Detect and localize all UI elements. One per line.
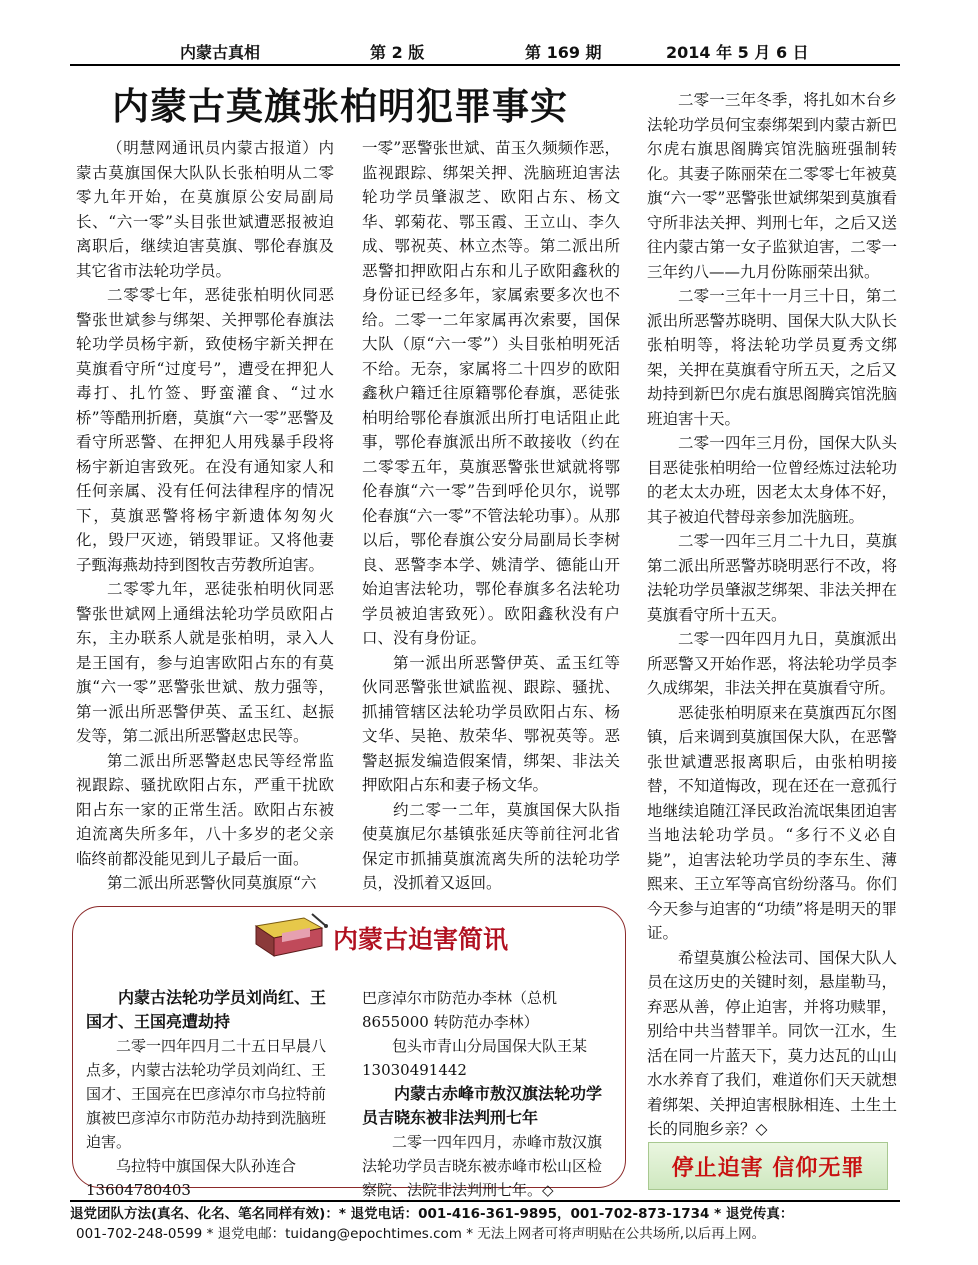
paragraph: 希望莫旗公检法司、国保大队人员在这历史的关键时刻，悬崖勒马，弃恶从善，停止迫害，并将功赎罪，别给中共当替罪羊。同饮一江水，生活在同一片蓝天下，莫力达瓦的山山水水养育了我们，难道你们天天就想着绑架、关押迫害根脉相连、土生土长的同胞乡亲？◇ [647, 948, 897, 1138]
paragraph: 一零”恶警张世斌、苗玉久频频作恶，监视跟踪、绑架关押、洗脑班迫害法轮功学员肇淑芝、欧阳占东、杨文华、郭菊花、鄂玉霞、王立山、李久成、鄂祝英、林立杰等。第二派出所恶警扣押欧阳占东和儿子欧阳鑫秋的身份证已经多年，家属索要多次也不给。二零一二年家属再次索要，国保大队（原“六一零”）头目张柏明死活不给。无奈，家属将二十四岁的欧阳鑫秋户籍迁往原籍鄂伦春旗，恶徒张柏明给鄂伦春旗派出所打电话阻止此事，鄂伦春旗派出所不敢接收（约在二零零五年，莫旗恶警张世斌就将鄂伦春旗“六一零”告到呼伦贝尔，说鄂伦春旗“六一零”不管法轮功事）。从那以后，鄂伦春旗公安分局副局长李树良、恶警李本学、姚清学、德能山开始迫害法轮功，鄂伦春旗多名法轮功学员被迫害致死）。欧阳鑫秋没有户口、没有身份证。 [362, 139, 620, 647]
article-column-1 [76, 136, 334, 896]
briefs-column-1 [86, 986, 340, 1202]
paragraph: 二零零七年，恶徒张柏明伙同恶警张世斌参与绑架、关押鄂伦春旗法轮功学员杨宇新，致使杨宇新关押在莫旗看守所“过度号”，遭受在押犯人毒打、扎竹签、野蛮灌食、“过水桥”等酷刑折磨，莫旗“六一零”恶警及看守所恶警、在押犯人用残暴手段将杨宇新迫害致死。在没有通知家人和任何亲属、没有任何法律程序的情况下，莫旗恶警将杨宇新遗体匆匆火化，毁尸灭迹，销毁罪证。又将他妻子甄海燕劫持到图牧吉劳教所迫害。 [76, 286, 334, 574]
masthead [70, 38, 900, 64]
paragraph: 二零一三年十一月三十日，第二派出所恶警苏晓明、国保大队大队长张柏明等，将法轮功学员夏秀文绑架，关押在莫旗看守所五天，之后又劫持到新巴尔虎右旗思阁腾宾馆洗脑班迫害十天。 [647, 287, 897, 428]
article-column-3 [647, 88, 897, 1142]
paragraph: 第一派出所恶警伊英、孟玉红等伙同恶警张世斌监视、跟踪、骚扰、抓捕管辖区法轮功学员欧阳占东、杨文华、吴艳、敖荣华、鄂祝英等。恶警赵振发编造假案情，绑架、非法关押欧阳占东和妻子杨文华。 [362, 653, 620, 794]
brief-paragraph: 二零一四年四月，赤峰市敖汉旗法轮功学员吉晓东被赤峰市松山区检察院、法院非法判刑七年。◇ [362, 1133, 603, 1199]
footer-rule [70, 1200, 900, 1202]
brief-headline: 内蒙古法轮功学员刘尚红、王国才、王国亮遭劫持 [86, 988, 327, 1031]
paragraph: 二零一三年冬季，将扎如木台乡法轮功学员何宝泰绑架到内蒙古新巴尔虎右旗思阁腾宾馆洗脑班强制转化。其妻子陈丽荣在二零零七年被莫旗“六一零”恶警张世斌绑架到莫旗看守所非法关押、判刑七年，之后又送往内蒙古第一女子监狱迫害，二零一三年约八——九月份陈丽荣出狱。 [647, 91, 897, 281]
paragraph: （明慧网通讯员内蒙古报道）内蒙古莫旗国保大队队长张柏明从二零零九年开始，在莫旗原公安局副局长、“六一零”头目张世斌遭恶报被迫离职后，继续迫害莫旗、鄂伦春旗及其它省市法轮功学员。 [76, 139, 334, 280]
paragraph: 二零零九年，恶徒张柏明伙同恶警张世斌网上通缉法轮功学员欧阳占东，主办联系人就是张柏明，录入人是王国有，参与迫害欧阳占东的有莫旗“六一零”恶警张世斌、敖力强等，第一派出所恶警伊英、孟玉红、赵振发等，第二派出所恶警赵忠民等。 [76, 580, 334, 745]
paper-name: 内蒙古真相 [180, 43, 261, 62]
footer-line-2: 001-702-248-0599 * 退党电邮：tuidang@epochtimes.com * 无法上网者可将声明贴在公共场所,以后再上网。 [76, 1226, 766, 1242]
briefs-column-2 [362, 986, 612, 1202]
briefs-title: 内蒙古迫害简讯 [333, 925, 509, 954]
brief-paragraph: 二零一四年四月二十五日早晨八点多，内蒙古法轮功学员刘尚红、王国才、王国亮在巴彦淖尔市乌拉特前旗被巴彦淖尔市防范办劫持到洗脑班迫害。 [86, 1037, 327, 1151]
paragraph: 二零一四年三月份，国保大队头目恶徒张柏明给一位曾经炼过法轮功的老太太办班，因老太太身体不好，其子被迫代替母亲参加洗脑班。 [647, 434, 897, 526]
brief-paragraph: 包头市青山分局国保大队王某13030491442 [362, 1037, 588, 1079]
footer-line-1: 退党团队方法(真名、化名、笔名同样有效)：* 退党电话：001-416-361-9895，001-702-873-1734 * 退党传真： [70, 1206, 794, 1222]
paragraph: 第二派出所恶警赵忠民等经常监视跟踪、骚扰欧阳占东，严重干扰欧阳占东一家的正常生活。欧阳占东被迫流离失所多年，八十多岁的老父亲临终前都没能见到儿子最后一面。 [76, 751, 334, 868]
article-column-2 [362, 136, 620, 896]
header-rule [70, 64, 900, 66]
edition: 第 2 版 [370, 43, 425, 62]
paragraph: 二零一四年四月九日，莫旗派出所恶警又开始作恶，将法轮功学员李久成绑架，非法关押在莫旗看守所。 [647, 630, 897, 697]
slogan-banner: 停止迫害 信仰无罪 [648, 1142, 888, 1190]
issue-number: 第 169 期 [525, 43, 602, 62]
paragraph: 第二派出所恶警伙同莫旗原“六 [107, 874, 317, 892]
brief-paragraph: 巴彦淖尔市防范办李林（总机8655000 转防范办李林） [362, 989, 558, 1031]
brief-headline: 内蒙古赤峰市敖汉旗法轮功学员吉晓东被非法判刑七年 [362, 1084, 603, 1127]
paragraph: 约二零一二年，莫旗国保大队指使莫旗尼尔基镇张延庆等前往河北省保定市抓捕莫旗流离失所的法轮功学员，没抓着又返回。 [362, 800, 620, 892]
paragraph: 二零一四年三月二十九日，莫旗第二派出所恶警苏晓明恶行不改，将法轮功学员肇淑芝绑架、非法关押在莫旗看守所十五天。 [647, 532, 897, 624]
footer [70, 1204, 900, 1244]
law-book-icon [252, 912, 328, 960]
article-title: 内蒙古莫旗张柏明犯罪事实 [112, 84, 568, 128]
paragraph: 恶徒张柏明原来在莫旗西瓦尔图镇，后来调到莫旗国保大队，在恶警张世斌遭恶报离职后，由张柏明接替，不知道悔改，现在还在一意孤行地继续追随江泽民政治流氓集团迫害当地法轮功学员。“多行不义必自毙”，迫害法轮功学员的李东生、薄熙来、王立军等高官纷纷落马。你们今天参与迫害的“功绩”将是明天的罪证。 [647, 703, 897, 942]
issue-date: 2014 年 5 月 6 日 [666, 43, 809, 62]
brief-paragraph: 乌拉特中旗国保大队孙连合13604780403 [86, 1157, 297, 1199]
